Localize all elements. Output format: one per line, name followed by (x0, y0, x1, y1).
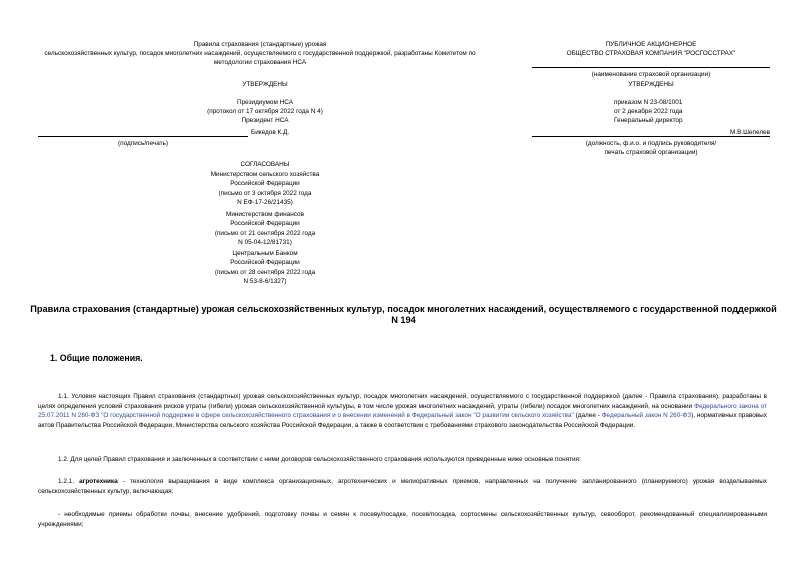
insurer-name-line1: ПУБЛИЧНОЕ АКЦИОНЕРНОЕ (605, 41, 697, 48)
document-title-line2: N 194 (391, 315, 416, 325)
agreed-line: Российской Федерации (230, 259, 300, 267)
document-title-line1: Правила страхования (стандартные) урожая сельскохозяйственных культур, посадок многолетних насаждений, осуществляемого с государственной поддержкой (30, 304, 777, 314)
law-link[interactable]: Федерального закона от 25.07.2011 N 260-ФЗ "О государственной поддержке в сфере сельскохозяйственного страхования и о внесении изменений в Федеральный закон "О развитии сельского хозяйства" (38, 402, 768, 420)
agreed-line: (письмо от 3 октября 2022 года (218, 189, 312, 197)
agreed-line: N 05-04-12/81731) (238, 239, 292, 247)
insurer-name-underline (532, 67, 770, 68)
director-position: Генеральный директор (614, 117, 683, 124)
paragraph-1-2: 1.2. Для целей Правил страхования и заключенных в соответствии с ними договоров сельскохозяйственного страхования используются приведенные ниже основные понятия: (58, 456, 581, 463)
approved-right-label: УТВЕРЖДЕНЫ (628, 81, 674, 88)
signature-line-left (38, 136, 248, 137)
agreed-line: N ЕФ-17-26/21435) (237, 199, 293, 207)
director-name: М.В.Шепелев (729, 129, 770, 136)
agreed-line: Министерством финансов (226, 211, 304, 218)
order-number: приказом N 23-08/1001 (614, 99, 683, 106)
agreed-line: Российской Федерации (230, 180, 300, 188)
president-title: Президент НСА (241, 117, 289, 124)
list-item: - необходимые приемы обработки почвы, внесение удобрений, подготовку почвы и семян к посеву/посадке, посев/посадка, сортосмены сельскохозяйственных культур, севооборот, рекомендованный специализированными учреждениями; (38, 511, 767, 528)
paragraph-text: ), нормативных правовых актов Правительства Российской Федерации, Министерства сельского хозяйства Российской Федерации, а также в соответствии с требованиями страхового законодательства Российской Федерации. (38, 412, 767, 429)
law-short-link[interactable]: Федеральный закон N 260-ФЗ (601, 412, 692, 420)
paragraph-1-2-1 (38, 477, 767, 496)
protocol: (протокол от 17 октября 2022 года N 4) (207, 108, 323, 115)
agreed-line: N 53-8-6/1327) (243, 278, 287, 286)
agreed-line: Центральным Банком (232, 250, 298, 257)
header-left-line1: Правила страхования (стандартные) урожая (193, 41, 327, 48)
director-caption-line2: печать страховой организации) (604, 149, 698, 156)
paragraph-1-1 (38, 392, 767, 430)
president-name: Бикедов К.Д. (251, 129, 290, 136)
paragraph-text: 1.1. Условия настоящих Правил страхования (стандартных) урожая сельскохозяйственных культур, посадок многолетних насаждений, осуществляемого с государственной поддержкой (далее - Правила страхования), разработаны в целях определения условий страхования рисков утраты (гибели) урожая сельскохозяйственной культуры, в том числе урожая многолетних насаждений, утраты (гибели) посадок многолетних насаждений, на основании (38, 393, 767, 410)
signature-line-right (532, 136, 770, 137)
agreed-line: Министерством сельского хозяйства (210, 171, 320, 178)
agreed-line: Российской Федерации (230, 220, 300, 228)
agreed-line: (письмо от 28 сентября 2022 года (214, 268, 316, 276)
paragraph-text: - технология выращивания в виде комплекса организационных, агротехнических и мелиоративных приемов, направленных на получение запланированного (планируемого) урожая возделываемых сельскохозяйственных культур, включающая: (38, 478, 767, 495)
agreed-ministry-finance (170, 210, 360, 248)
section-heading: 1. Общие положения. (50, 353, 143, 363)
order-date: от 2 декабря 2022 года (614, 108, 683, 115)
approved-left-label: УТВЕРЖДЕНЫ (242, 81, 288, 88)
agreed-title: СОГЛАСОВАНЫ (240, 161, 290, 168)
insurer-caption: (наименование страховой организации) (591, 71, 711, 78)
signature-caption: (подпись/печать) (118, 140, 168, 147)
header-left-line2: сельскохозяйственных культур, посадок многолетних насаждений, осуществляемого с государственной поддержкой, разработаны Комитетом по (44, 50, 476, 57)
director-caption-line1: (должность, ф.и.о. и подпись руководителя/ (585, 140, 717, 147)
agreed-ministry-agriculture (170, 170, 360, 208)
paragraph-text: (далее - (573, 412, 602, 420)
item-number: 1.2.1. (58, 478, 80, 485)
agreed-line: (письмо от 21 сентября 2022 года (214, 229, 316, 237)
header-left-line3: методологии страхования НСА (213, 59, 307, 66)
approved-by: Президиумом НСА (237, 99, 293, 106)
agreed-central-bank (170, 249, 360, 287)
insurer-name-line2: ОБЩЕСТВО СТРАХОВАЯ КОМПАНИЯ "РОСГОССТРАХ" (566, 50, 736, 57)
term: агротехника (79, 478, 118, 485)
